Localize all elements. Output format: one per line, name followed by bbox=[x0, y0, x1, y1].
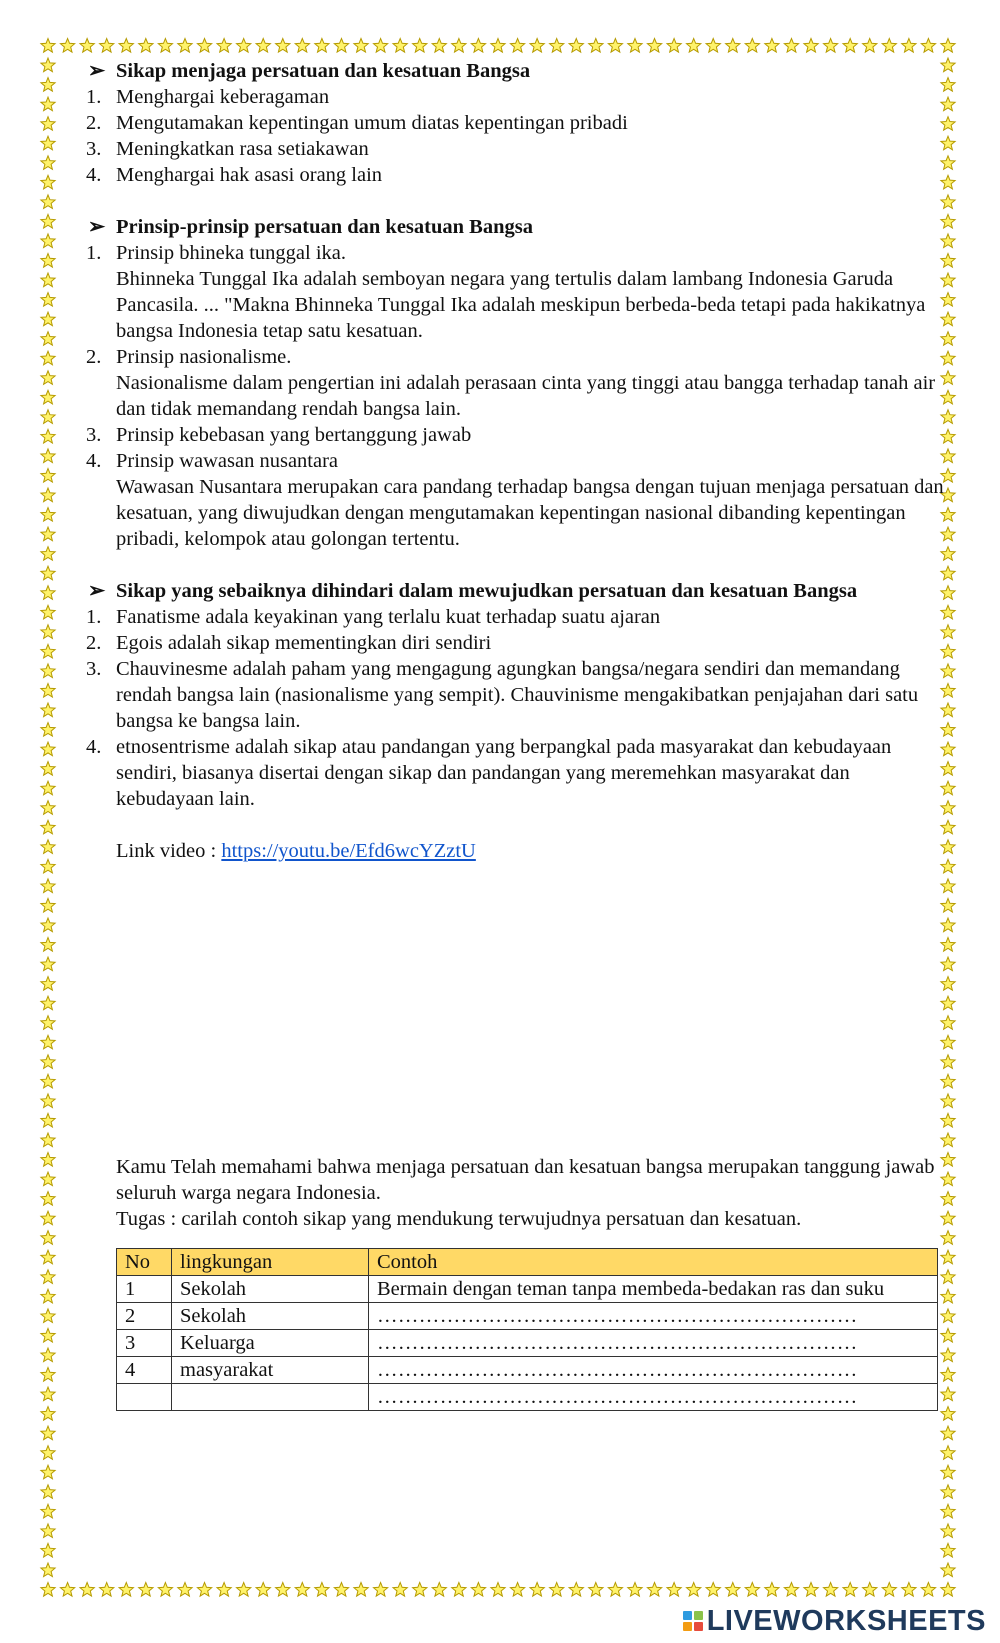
star-icon bbox=[276, 1583, 290, 1597]
star-icon bbox=[41, 547, 55, 561]
list-item: 1. Fanatisme adala keyakinan yang terlalu kuat terhadap suatu ajaran bbox=[86, 606, 661, 628]
star-icon bbox=[41, 508, 55, 521]
list-item: 3. Prinsip kebebasan yang bertanggung jawab bbox=[86, 424, 472, 446]
star-icon bbox=[667, 1583, 681, 1597]
star-icon bbox=[41, 898, 55, 912]
star-icon bbox=[902, 1583, 916, 1597]
star-icon bbox=[941, 1446, 955, 1460]
star-icon bbox=[41, 371, 55, 385]
star-icon bbox=[41, 879, 55, 893]
heading-text: Sikap menjaga persatuan dan kesatuan Bangsa bbox=[116, 60, 531, 82]
star-icon bbox=[41, 1192, 55, 1206]
star-icon bbox=[41, 469, 55, 483]
star-icon bbox=[41, 39, 55, 53]
star-icon bbox=[197, 39, 211, 53]
star-icon bbox=[41, 1583, 55, 1597]
table-row: 3 Keluarga …………………………………………………………… bbox=[117, 1330, 938, 1357]
star-icon bbox=[941, 1485, 955, 1499]
star-icon bbox=[41, 410, 55, 424]
star-icon bbox=[354, 1583, 368, 1597]
star-icon bbox=[41, 566, 55, 580]
star-icon bbox=[41, 214, 55, 228]
star-icon bbox=[41, 117, 55, 131]
star-icon bbox=[41, 78, 55, 92]
star-icon bbox=[100, 39, 114, 53]
star-icon bbox=[491, 39, 505, 53]
star-icon bbox=[178, 1583, 192, 1597]
star-icon bbox=[41, 684, 55, 698]
star-icon bbox=[452, 1583, 466, 1597]
star-icon bbox=[41, 918, 55, 932]
star-icon bbox=[41, 312, 55, 326]
star-icon bbox=[41, 97, 55, 111]
table-row: 4 masyarakat …………………………………………………………… bbox=[117, 1357, 938, 1384]
star-icon bbox=[41, 1504, 55, 1518]
star-icon bbox=[471, 1583, 485, 1597]
star-icon bbox=[41, 1446, 55, 1460]
video-link[interactable]: https://youtu.be/Efd6wcYZztU bbox=[221, 840, 476, 862]
video-link-line bbox=[86, 838, 946, 864]
logo-blocks-icon bbox=[683, 1611, 703, 1631]
star-icon bbox=[374, 39, 388, 53]
list-prinsip bbox=[86, 240, 946, 552]
list-item: 4. Prinsip wawasan nusantara Wawasan Nusantara merupakan cara pandang terhadap bangsa dengan tujuan menjaga persatuan dan kesatuan, yang diwujudkan dengan mengutamakan kepentingan nasional dibanding kepentingan pribadi, kelompok atau golongan tertentu. bbox=[86, 448, 946, 552]
star-icon bbox=[41, 1153, 55, 1167]
star-icon bbox=[41, 1289, 55, 1303]
star-icon bbox=[41, 1035, 55, 1049]
star-icon bbox=[41, 1016, 55, 1030]
star-icon bbox=[315, 39, 329, 53]
star-icon bbox=[941, 1524, 955, 1538]
table-row bbox=[117, 1384, 938, 1411]
star-icon bbox=[41, 156, 55, 170]
star-icon bbox=[941, 39, 955, 53]
star-icon bbox=[41, 1172, 55, 1186]
star-icon bbox=[902, 39, 916, 53]
star-icon bbox=[550, 39, 564, 53]
header-no: No bbox=[117, 1249, 172, 1276]
star-icon bbox=[178, 39, 192, 53]
star-icon bbox=[217, 39, 231, 53]
star-icon bbox=[687, 39, 701, 53]
star-icon bbox=[863, 39, 877, 53]
list-item: 2. Prinsip nasionalisme. Nasionalisme dalam pengertian ini adalah perasaan cinta yang tinggi atau bangga terhadap tanah air dan tidak memandang rendah bangsa lain. bbox=[86, 344, 946, 422]
star-icon bbox=[60, 1583, 74, 1597]
star-icon bbox=[452, 39, 466, 53]
star-icon bbox=[784, 39, 798, 53]
star-icon bbox=[295, 1583, 309, 1597]
answer-blank[interactable]: …………………………………………………………… bbox=[369, 1330, 938, 1357]
list-item: 2. Egois adalah sikap mementingkan diri sendiri bbox=[86, 632, 492, 654]
star-icon bbox=[628, 39, 642, 53]
star-icon bbox=[589, 39, 603, 53]
list-item: 3. Chauvinesme adalah paham yang mengagung agungkan bangsa/negara sendiri dan memandang rendah bangsa lain (nasionalisme yang sempit). Chauvinisme mengakibatkan penjajahan dari satu bangsa ke bangsa lain. bbox=[86, 658, 919, 732]
star-icon bbox=[41, 1368, 55, 1382]
star-icon bbox=[41, 625, 55, 639]
star-icon bbox=[41, 1407, 55, 1421]
worksheet-content bbox=[86, 58, 946, 1411]
star-icon bbox=[706, 1583, 720, 1597]
answer-blank[interactable]: …………………………………………………………… bbox=[369, 1357, 938, 1384]
item-description: Nasionalisme dalam pengertian ini adalah perasaan cinta yang tinggi atau bangga terhadap tanah air dan tidak memandang rendah bangsa lain. bbox=[116, 372, 936, 420]
star-icon bbox=[158, 1583, 172, 1597]
video-label: Link video : bbox=[116, 840, 222, 862]
star-icon bbox=[608, 1583, 622, 1597]
star-icon bbox=[276, 39, 290, 53]
heading-text: Prinsip-prinsip persatuan dan kesatuan Bangsa bbox=[116, 216, 533, 238]
star-icon bbox=[550, 1583, 564, 1597]
star-icon bbox=[921, 39, 935, 53]
star-icon bbox=[491, 1583, 505, 1597]
star-icon bbox=[354, 39, 368, 53]
star-icon bbox=[256, 39, 270, 53]
star-icon bbox=[393, 39, 407, 53]
star-icon bbox=[41, 1113, 55, 1127]
star-icon bbox=[608, 39, 622, 53]
section-heading-dihindari bbox=[86, 578, 946, 604]
star-icon bbox=[60, 39, 74, 53]
star-icon bbox=[41, 1485, 55, 1499]
star-icon bbox=[628, 1583, 642, 1597]
section-heading-prinsip bbox=[86, 214, 946, 240]
star-icon bbox=[41, 449, 55, 463]
star-icon bbox=[432, 1583, 446, 1597]
star-icon bbox=[530, 1583, 544, 1597]
star-icon bbox=[237, 39, 251, 53]
star-icon bbox=[941, 1426, 955, 1440]
item-description: Bhinneka Tunggal Ika adalah semboyan negara yang tertulis dalam lambang Indonesia Garuda Pancasila. ... "Makna Bhinneka Tunggal Ika adalah meskipun berbeda-beda tetapi pada hakikatnya bangsa Indonesia tetap satu kesatuan. bbox=[116, 268, 926, 342]
star-icon bbox=[217, 1583, 231, 1597]
star-icon bbox=[726, 1583, 740, 1597]
star-icon bbox=[41, 1426, 55, 1440]
star-icon bbox=[784, 1583, 798, 1597]
arrow-bullet-icon: ➢ bbox=[88, 216, 106, 238]
star-icon bbox=[413, 39, 427, 53]
star-icon bbox=[41, 1524, 55, 1538]
star-icon bbox=[41, 332, 55, 346]
star-icon bbox=[745, 39, 759, 53]
star-icon bbox=[41, 1348, 55, 1362]
star-icon bbox=[41, 938, 55, 952]
star-icon bbox=[41, 195, 55, 209]
list-sikap bbox=[86, 84, 946, 188]
star-icon bbox=[393, 1583, 407, 1597]
star-icon bbox=[569, 1583, 583, 1597]
star-icon bbox=[41, 254, 55, 268]
star-icon bbox=[41, 527, 55, 541]
star-icon bbox=[256, 1583, 270, 1597]
star-icon bbox=[41, 820, 55, 834]
star-icon bbox=[41, 1211, 55, 1225]
table-row: 2 Sekolah …………………………………………………………… bbox=[117, 1303, 938, 1330]
star-icon bbox=[334, 1583, 348, 1597]
star-icon bbox=[863, 1583, 877, 1597]
star-icon bbox=[119, 1583, 133, 1597]
star-icon bbox=[765, 39, 779, 53]
star-icon bbox=[941, 1563, 955, 1577]
star-icon bbox=[41, 586, 55, 600]
star-icon bbox=[41, 1270, 55, 1284]
star-icon bbox=[315, 1583, 329, 1597]
star-icon bbox=[41, 644, 55, 658]
star-icon bbox=[804, 1583, 818, 1597]
star-icon bbox=[843, 1583, 857, 1597]
star-icon bbox=[941, 1583, 955, 1597]
star-icon bbox=[41, 840, 55, 854]
star-icon bbox=[41, 1133, 55, 1147]
star-icon bbox=[41, 859, 55, 873]
star-icon bbox=[80, 1583, 94, 1597]
star-icon bbox=[941, 1504, 955, 1518]
star-icon bbox=[726, 39, 740, 53]
star-icon bbox=[824, 39, 838, 53]
star-icon bbox=[41, 390, 55, 404]
star-icon bbox=[41, 781, 55, 795]
star-icon bbox=[41, 762, 55, 776]
star-icon bbox=[237, 1583, 251, 1597]
star-icon bbox=[41, 429, 55, 443]
header-example: Contoh bbox=[369, 1249, 938, 1276]
star-icon bbox=[882, 1583, 896, 1597]
star-icon bbox=[41, 1328, 55, 1342]
header-env: lingkungan bbox=[172, 1249, 369, 1276]
star-icon bbox=[510, 39, 524, 53]
list-item: 4. Menghargai hak asasi orang lain bbox=[86, 164, 383, 186]
star-icon bbox=[41, 1563, 55, 1577]
star-icon bbox=[41, 1055, 55, 1069]
star-icon bbox=[41, 957, 55, 971]
task-text: Tugas : carilah contoh sikap yang mendukung terwujudnya persatuan dan kesatuan. bbox=[116, 1208, 802, 1230]
star-icon bbox=[41, 977, 55, 991]
item-description: Wawasan Nusantara merupakan cara pandang terhadap bangsa dengan tujuan menjaga persatuan dan kesatuan, yang diwujudkan dengan mengutamakan kepentingan nasional dibanding kepentingan pribadi, kelompok atau golongan tertentu. bbox=[116, 476, 944, 550]
list-item: 1. Menghargai keberagaman bbox=[86, 86, 330, 108]
arrow-bullet-icon: ➢ bbox=[88, 60, 106, 82]
star-icon bbox=[41, 723, 55, 737]
star-icon bbox=[432, 39, 446, 53]
star-icon bbox=[569, 39, 583, 53]
star-icon bbox=[824, 1583, 838, 1597]
answer-blank[interactable]: …………………………………………………………… bbox=[369, 1303, 938, 1330]
closing-text: Kamu Telah memahami bahwa menjaga persatuan dan kesatuan bangsa merupakan tanggung jawab seluruh warga negara Indonesia. bbox=[116, 1156, 935, 1204]
star-icon bbox=[530, 39, 544, 53]
star-icon bbox=[41, 996, 55, 1010]
star-icon bbox=[41, 1309, 55, 1323]
star-icon bbox=[41, 1231, 55, 1245]
star-icon bbox=[41, 1074, 55, 1088]
star-icon bbox=[882, 39, 896, 53]
star-icon bbox=[100, 1583, 114, 1597]
star-icon bbox=[197, 1583, 211, 1597]
star-icon bbox=[647, 39, 661, 53]
star-icon bbox=[471, 39, 485, 53]
list-item: 2. Mengutamakan kepentingan umum diatas kepentingan pribadi bbox=[86, 112, 628, 134]
star-icon bbox=[41, 801, 55, 815]
star-icon bbox=[843, 39, 857, 53]
arrow-bullet-icon: ➢ bbox=[88, 580, 106, 602]
heading-text: Sikap yang sebaiknya dihindari dalam mewujudkan persatuan dan kesatuan Bangsa bbox=[116, 580, 858, 602]
star-icon bbox=[80, 39, 94, 53]
star-icon bbox=[41, 1543, 55, 1557]
star-icon bbox=[41, 1387, 55, 1401]
star-icon bbox=[334, 39, 348, 53]
star-icon bbox=[41, 488, 55, 502]
star-icon bbox=[41, 605, 55, 619]
star-icon bbox=[667, 39, 681, 53]
list-dihindari bbox=[86, 604, 946, 812]
list-item: 1. Prinsip bhineka tunggal ika. Bhinneka Tunggal Ika adalah semboyan negara yang tertulis dalam lambang Indonesia Garuda Pancasila. ... "Makna Bhinneka Tunggal Ika adalah meskipun berbeda-beda tetapi pada hakikatnya bangsa Indonesia tetap satu kesatuan. bbox=[86, 240, 946, 344]
table-header-row bbox=[117, 1249, 938, 1276]
star-icon bbox=[765, 1583, 779, 1597]
answer-blank[interactable]: …………………………………………………………… bbox=[369, 1384, 938, 1411]
list-item: 3. Meningkatkan rasa setiakawan bbox=[86, 138, 369, 160]
star-icon bbox=[139, 1583, 153, 1597]
star-icon bbox=[295, 39, 309, 53]
section-heading-sikap bbox=[86, 58, 946, 84]
star-icon bbox=[687, 1583, 701, 1597]
star-icon bbox=[119, 39, 133, 53]
star-icon bbox=[41, 175, 55, 189]
star-icon bbox=[510, 1583, 524, 1597]
star-icon bbox=[745, 1583, 759, 1597]
star-icon bbox=[41, 664, 55, 678]
star-icon bbox=[158, 39, 172, 53]
star-icon bbox=[589, 1583, 603, 1597]
liveworksheets-logo bbox=[683, 1603, 986, 1639]
star-icon bbox=[921, 1583, 935, 1597]
star-icon bbox=[804, 39, 818, 53]
star-icon bbox=[41, 293, 55, 307]
star-icon bbox=[374, 1583, 388, 1597]
star-icon bbox=[41, 136, 55, 150]
table-row: 1 Sekolah Bermain dengan teman tanpa membeda-bedakan ras dan suku bbox=[117, 1276, 938, 1303]
star-icon bbox=[41, 58, 55, 72]
star-icon bbox=[41, 1465, 55, 1479]
star-icon bbox=[647, 1583, 661, 1597]
star-icon bbox=[41, 1250, 55, 1264]
star-icon bbox=[139, 39, 153, 53]
star-icon bbox=[413, 1583, 427, 1597]
star-icon bbox=[41, 234, 55, 248]
star-icon bbox=[41, 273, 55, 287]
star-icon bbox=[941, 1465, 955, 1479]
star-icon bbox=[706, 39, 720, 53]
logo-text: LIVEWORKSHEETS bbox=[706, 1604, 986, 1637]
star-icon bbox=[41, 351, 55, 365]
star-icon bbox=[41, 742, 55, 756]
star-icon bbox=[941, 1543, 955, 1557]
list-item: 4. etnosentrisme adalah sikap atau pandangan yang berpangkal pada masyarakat dan kebudayaan sendiri, biasanya disertai dengan sikap dan pandangan yang meremehkan masyarakat dan kebudayaan lain. bbox=[86, 736, 892, 810]
answer-table bbox=[116, 1248, 938, 1411]
star-icon bbox=[41, 1094, 55, 1108]
star-icon bbox=[41, 703, 55, 717]
